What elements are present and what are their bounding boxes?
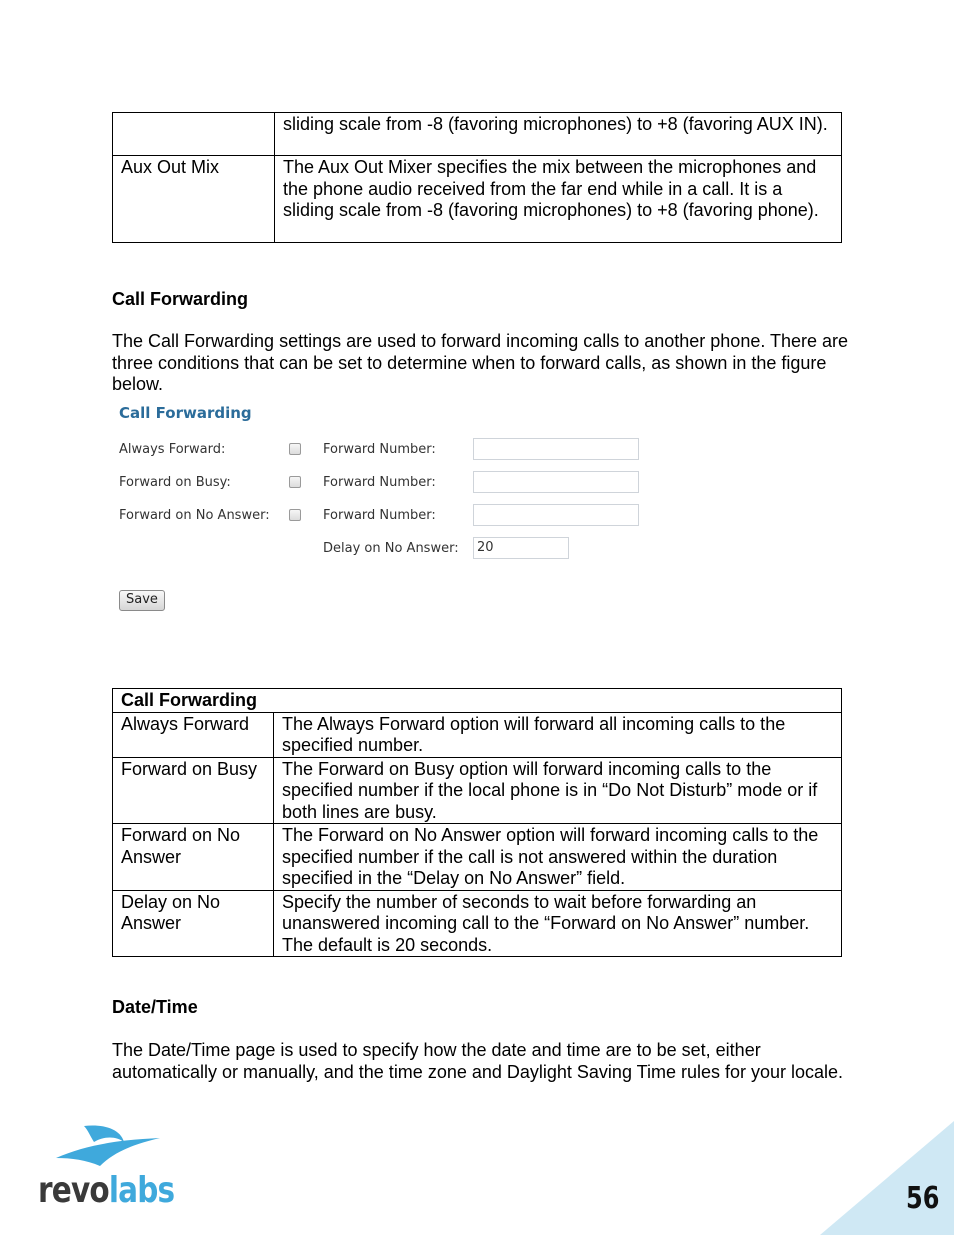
top-table bbox=[112, 112, 842, 243]
table-cell-label: Forward on Busy bbox=[113, 757, 274, 824]
forward-on-no-answer-checkbox[interactable] bbox=[289, 509, 301, 521]
call-forwarding-screenshot bbox=[112, 402, 652, 622]
delay-on-no-answer-input[interactable]: 20 bbox=[473, 537, 569, 559]
table-cell-label: Aux Out Mix bbox=[113, 156, 275, 243]
no-answer-forward-number-input[interactable] bbox=[473, 504, 639, 526]
forward-number-label: Forward Number: bbox=[323, 508, 436, 523]
section-heading-date-time: Date/Time bbox=[112, 997, 198, 1017]
table-cell-desc: The Aux Out Mixer specifies the mix between the microphones and the phone audio received from the far end while in a call. It is a sliding scale from -8 (favoring microphones) to +8 (favoring phone). bbox=[275, 156, 842, 243]
table-cell-desc: The Forward on No Answer option will forward incoming calls to the specified number if the call is not answered within the duration specified in the “Delay on No Answer” field. bbox=[274, 824, 842, 891]
forward-number-label: Forward Number: bbox=[323, 475, 436, 490]
table-cell-desc: Specify the number of seconds to wait before forwarding an unanswered incoming call to the “Forward on No Answer” number. The default is 20 seconds. bbox=[274, 890, 842, 957]
forward-on-busy-checkbox[interactable] bbox=[289, 476, 301, 488]
logo-text bbox=[38, 1170, 174, 1211]
section-heading-call-forwarding: Call Forwarding bbox=[112, 289, 249, 309]
forward-on-no-answer-label: Forward on No Answer: bbox=[119, 508, 270, 523]
logo-text-revo: revo bbox=[38, 1170, 109, 1211]
table-cell-desc: The Always Forward option will forward all incoming calls to the specified number. bbox=[274, 712, 842, 757]
forward-on-busy-label: Forward on Busy: bbox=[119, 475, 231, 490]
table-row bbox=[113, 824, 842, 891]
table-cell-label: Delay on No Answer bbox=[113, 890, 274, 957]
corner-triangle bbox=[820, 1121, 954, 1235]
table-cell-label bbox=[113, 113, 275, 156]
table-cell-desc: The Forward on Busy option will forward incoming calls to the specified number if the local phone is in “Do Not Disturb” mode or if both lines are busy. bbox=[274, 757, 842, 824]
table-header: Call Forwarding bbox=[113, 689, 842, 713]
table-row bbox=[113, 156, 842, 243]
page-number: 56 bbox=[906, 1181, 940, 1216]
call-forwarding-intro: The Call Forwarding settings are used to forward incoming calls to another phone. There are three conditions that can be set to determine when to forward calls, as shown in the figure below. bbox=[112, 331, 849, 394]
table-header-row bbox=[113, 689, 842, 713]
forward-number-label: Forward Number: bbox=[323, 442, 436, 457]
always-forward-checkbox[interactable] bbox=[289, 443, 301, 455]
save-button[interactable]: Save bbox=[119, 590, 165, 611]
screenshot-title: Call Forwarding bbox=[119, 404, 252, 422]
always-forward-label: Always Forward: bbox=[119, 442, 226, 457]
delay-on-no-answer-label: Delay on No Answer: bbox=[323, 541, 459, 556]
table-row bbox=[113, 890, 842, 957]
table-cell-label: Always Forward bbox=[113, 712, 274, 757]
table-row bbox=[113, 712, 842, 757]
busy-forward-number-input[interactable] bbox=[473, 471, 639, 493]
table-cell-label: Forward on No Answer bbox=[113, 824, 274, 891]
call-forwarding-table bbox=[112, 688, 842, 957]
logo-wave-icon bbox=[54, 1122, 164, 1170]
revolabs-logo bbox=[36, 1122, 175, 1212]
table-row bbox=[113, 113, 842, 156]
date-time-intro: The Date/Time page is used to specify how the date and time are to be set, either automatically or manually, and the time zone and Daylight Saving Time rules for your locale. bbox=[112, 1040, 844, 1082]
table-row bbox=[113, 757, 842, 824]
logo-text-labs: labs bbox=[108, 1170, 175, 1211]
table-cell-desc: sliding scale from -8 (favoring microphones) to +8 (favoring AUX IN). bbox=[275, 113, 842, 156]
always-forward-number-input[interactable] bbox=[473, 438, 639, 460]
